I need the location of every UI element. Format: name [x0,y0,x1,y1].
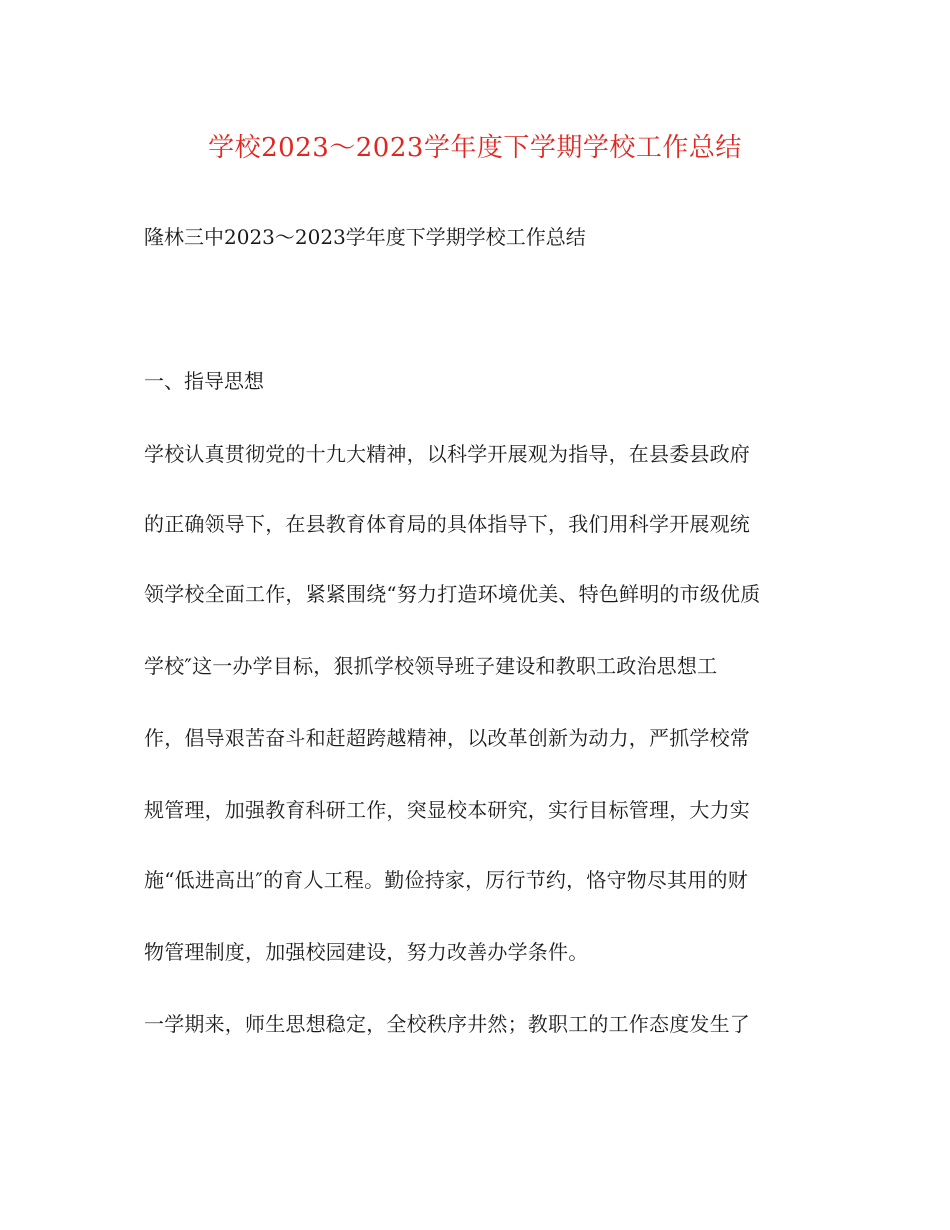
body-line: 学校认真贯彻党的十九大精神，以科学开展观为指导，在县委县政府 [144,442,750,466]
body-line: 施“低进高出″的育人工程。勤俭持家，厉行节约，恪守物尽其用的财 [144,868,748,892]
body-line: 学校″这一办学目标，狠抓学校领导班子建设和教职工政治思想工 [144,654,718,678]
document-title: 学校2023～2023学年度下学期学校工作总结 [208,133,742,163]
body-line: 领学校全面工作，紧紧围绕“努力打造环境优美、特色鲜明的市级优质 [144,582,761,606]
document-subtitle: 隆林三中2023～2023学年度下学期学校工作总结 [144,225,586,249]
body-line: 物管理制度，加强校园建设，努力改善办学条件。 [144,940,589,964]
body-line: 作，倡导艰苦奋斗和赶超跨越精神，以改革创新为动力，严抓学校常 [144,726,750,750]
body-line: 的正确领导下，在县教育体育局的具体指导下，我们用科学开展观统 [144,512,750,536]
body-line: 一学期来，师生思想稳定，全校秩序井然；教职工的工作态度发生了 [144,1012,750,1036]
body-line: 规管理，加强教育科研工作，突显校本研究，实行目标管理，大力实 [144,798,750,822]
section-heading-guiding-ideology: 一、指导思想 [144,369,264,393]
